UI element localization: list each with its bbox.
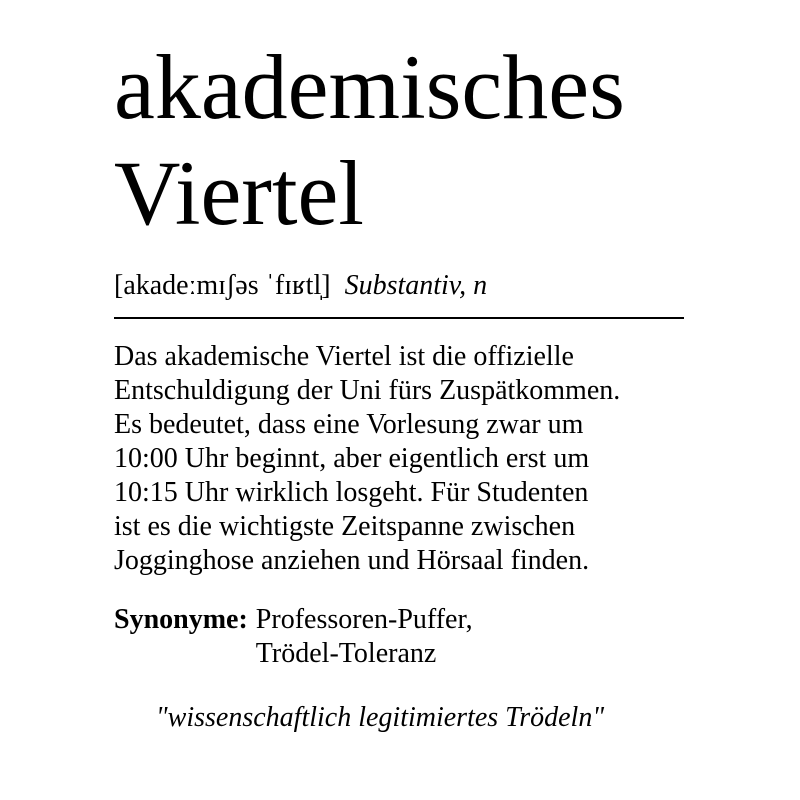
synonym-1: Professoren-Puffer,	[255, 604, 473, 635]
usage-quote: "wissenschaftlich legitimiertes Trödeln"	[155, 702, 605, 733]
definition	[114, 340, 714, 578]
definition-line-1: Das akademische Viertel ist die offizielle	[114, 341, 574, 372]
pronunciation-line	[114, 268, 487, 304]
definition-line-6: ist es die wichtigste Zeitspanne zwischen	[114, 511, 576, 542]
pronunciation: [akadeːmɪʃəs ˈfɪʁtl̩]	[114, 270, 331, 301]
headword	[114, 34, 754, 246]
divider-rule	[114, 317, 684, 319]
synonyms-block	[114, 603, 473, 671]
definition-line-5: 10:15 Uhr wirklich losgeht. Für Studenten	[114, 477, 589, 508]
headword-line-2: Viertel	[114, 142, 364, 244]
definition-line-4: 10:00 Uhr beginnt, aber eigentlich erst um	[114, 443, 590, 474]
synonym-2: Trödel-Toleranz	[255, 638, 437, 669]
definition-line-3: Es bedeutet, dass eine Vorlesung zwar um	[114, 409, 584, 440]
synonyms-label: Synonyme:	[114, 604, 248, 635]
definition-line-7: Jogginghose anziehen und Hörsaal finden.	[114, 545, 590, 576]
synonyms-list	[256, 603, 473, 671]
definition-line-2: Entschuldigung der Uni fürs Zuspätkommen.	[114, 375, 621, 406]
headword-line-1: akademisches	[114, 36, 625, 138]
part-of-speech: Substantiv, n	[344, 270, 488, 301]
